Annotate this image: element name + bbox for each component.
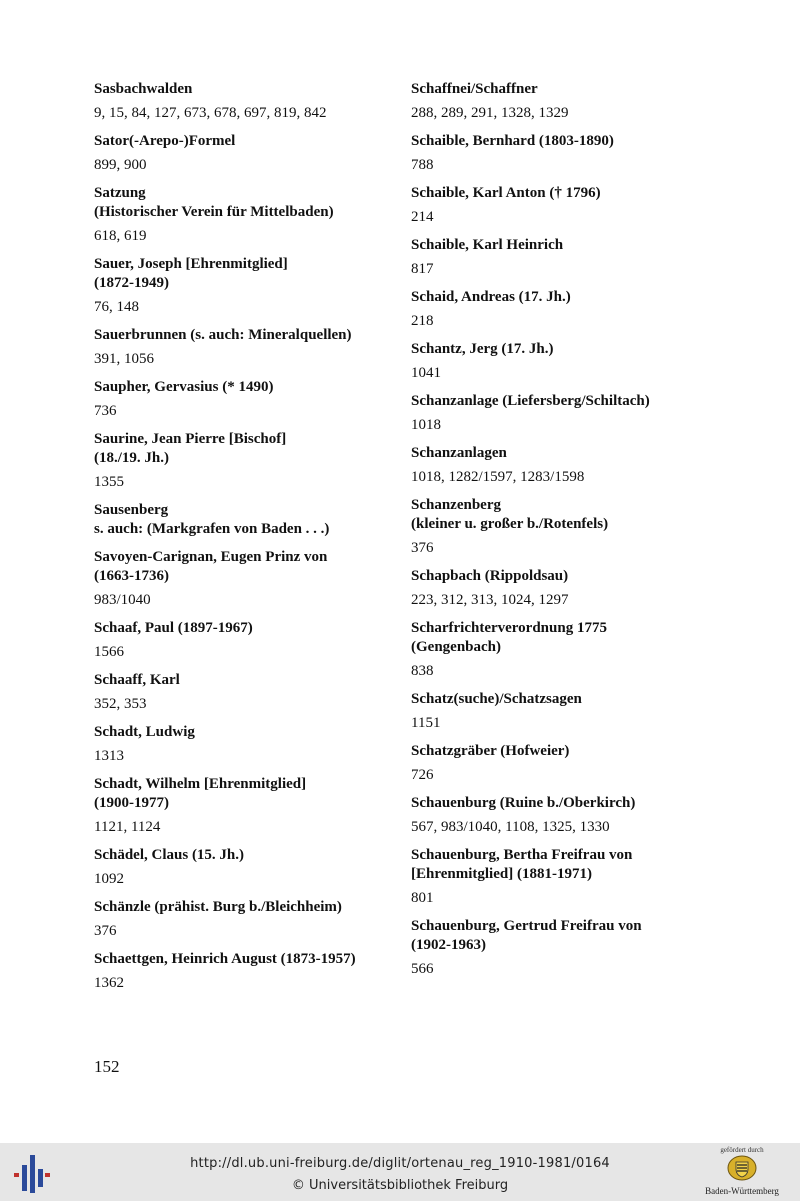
index-entry-heading: Schauenburg, Gertrud Freifrau von (1902-1963) <box>411 918 642 953</box>
index-entry <box>94 378 394 421</box>
index-entry <box>411 288 711 331</box>
index-entry-page-refs: 1355 <box>94 474 124 490</box>
index-entry-heading: Schatzgräber (Hofweier) <box>411 743 570 759</box>
index-entry <box>411 742 711 785</box>
index-entry-heading: Schanzanlage (Liefersberg/Schiltach) <box>411 393 650 409</box>
index-entry-page-refs: 376 <box>411 540 434 556</box>
index-entry-heading: Schanzanlagen <box>411 445 507 461</box>
index-entry <box>411 794 711 837</box>
index-entry-heading: Sauer, Joseph [Ehrenmitglied] (1872-1949) <box>94 256 288 291</box>
sponsor-caption: gefördert durch <box>720 1146 764 1154</box>
index-entry <box>94 619 394 662</box>
index-entry-page-refs: 76, 148 <box>94 299 139 315</box>
index-entry-page-refs: 1092 <box>94 871 124 887</box>
index-entry-page-refs: 801 <box>411 890 434 906</box>
index-entry-page-refs: 983/1040 <box>94 592 151 608</box>
index-entry-heading: Schanzenberg (kleiner u. großer b./Rotenfels) <box>411 497 609 532</box>
index-entry-heading: Schadt, Ludwig <box>94 724 195 740</box>
index-entry-heading: Scharfrichterverordnung 1775 (Gengenbach) <box>411 620 607 655</box>
index-entry-page-refs: 9, 15, 84, 127, 673, 678, 697, 819, 842 <box>94 105 327 121</box>
index-entry-page-refs: 1018, 1282/1597, 1283/1598 <box>411 469 585 485</box>
index-entry-page-refs: 1151 <box>411 715 441 731</box>
index-entry-page-refs: 618, 619 <box>94 228 147 244</box>
index-entry-heading: Saupher, Gervasius (* 1490) <box>94 379 274 395</box>
index-entry-heading: Schatz(suche)/Schatzsagen <box>411 691 582 707</box>
index-entry <box>94 723 394 766</box>
index-entry <box>94 501 394 539</box>
left-column <box>94 80 394 1002</box>
index-entry-heading: Schädel, Claus (15. Jh.) <box>94 847 245 863</box>
footer-bar <box>0 1143 800 1201</box>
index-entry <box>411 132 711 175</box>
index-entry <box>411 80 711 123</box>
index-entry-heading: Schaible, Karl Anton († 1796) <box>411 185 601 201</box>
index-entry-page-refs: 1018 <box>411 417 441 433</box>
index-entry-page-refs: 1121, 1124 <box>94 819 161 835</box>
right-column <box>411 80 711 988</box>
index-entry <box>411 444 711 487</box>
index-entry <box>94 184 394 246</box>
index-entry-page-refs: 218 <box>411 313 434 329</box>
index-entry <box>94 950 394 993</box>
index-entry <box>94 255 394 317</box>
index-entry-heading: Schauenburg, Bertha Freifrau von [Ehrenmitglied] (1881-1971) <box>411 847 633 882</box>
copyright-notice: © Universitätsbibliothek Freiburg <box>291 1178 509 1193</box>
index-entry-heading: Satzung (Historischer Verein für Mittelbaden) <box>94 185 334 220</box>
index-entry-page-refs: 1041 <box>411 365 441 381</box>
index-entry-heading: Schauenburg (Ruine b./Oberkirch) <box>411 795 636 811</box>
index-entry <box>411 846 711 908</box>
index-entry <box>411 567 711 610</box>
index-entry-page-refs: 736 <box>94 403 117 419</box>
index-entry-heading: Saurine, Jean Pierre [Bischof] (18./19. Jh.) <box>94 431 287 466</box>
page-number: 152 <box>94 1057 120 1076</box>
index-entry-page-refs: 817 <box>411 261 434 277</box>
index-entry <box>94 548 394 610</box>
index-entry-page-refs: 1362 <box>94 975 124 991</box>
index-entry <box>94 898 394 941</box>
document-url[interactable]: http://dl.ub.uni-freiburg.de/diglit/ortenau_reg_1910-1981/0164 <box>190 1156 610 1171</box>
index-entry-page-refs: 726 <box>411 767 434 783</box>
index-entry-heading: Schaible, Karl Heinrich <box>411 237 564 253</box>
sponsor-name: Baden-Württemberg <box>705 1186 779 1196</box>
index-entry <box>411 690 711 733</box>
index-entry-heading: Sator(-Arepo-)Formel <box>94 133 236 149</box>
index-entry-heading: Schaid, Andreas (17. Jh.) <box>411 289 571 305</box>
index-entry <box>411 236 711 279</box>
index-entry-heading: Savoyen-Carignan, Eugen Prinz von (1663-1736) <box>94 549 328 584</box>
index-entry-page-refs: 1313 <box>94 748 124 764</box>
index-entry-page-refs: 352, 353 <box>94 696 147 712</box>
index-entry <box>94 846 394 889</box>
index-entry-heading: Sasbachwalden <box>94 81 193 97</box>
index-entry-page-refs: 838 <box>411 663 434 679</box>
index-entry-page-refs: 1566 <box>94 644 124 660</box>
index-entry-page-refs: 391, 1056 <box>94 351 154 367</box>
index-entry <box>411 184 711 227</box>
index-entry-heading: Schänzle (prähist. Burg b./Bleichheim) <box>94 899 342 915</box>
index-entry <box>94 775 394 837</box>
index-entry-page-refs: 899, 900 <box>94 157 147 173</box>
index-entry-heading: Schaffnei/Schaffner <box>411 81 538 97</box>
index-entry-page-refs: 214 <box>411 209 434 225</box>
index-entry-page-refs: 567, 983/1040, 1108, 1325, 1330 <box>411 819 610 835</box>
index-entry <box>94 671 394 714</box>
index-entry <box>411 917 711 979</box>
index-entry <box>411 340 711 383</box>
index-entry-page-refs: 376 <box>94 923 117 939</box>
index-entry-page-refs: 223, 312, 313, 1024, 1297 <box>411 592 569 608</box>
index-entry <box>411 496 711 558</box>
index-entry-heading: Schaettgen, Heinrich August (1873-1957) <box>94 951 356 967</box>
index-entry <box>94 132 394 175</box>
index-entry-heading: Sauerbrunnen (s. auch: Mineralquellen) <box>94 327 352 343</box>
index-entry <box>94 430 394 492</box>
index-entry <box>94 80 394 123</box>
sponsor-badge <box>690 1146 794 1200</box>
index-entry <box>411 619 711 681</box>
index-entry <box>94 326 394 369</box>
index-entry-page-refs: 566 <box>411 961 434 977</box>
index-entry-heading: Schadt, Wilhelm [Ehrenmitglied] (1900-1977) <box>94 776 307 811</box>
index-entry-page-refs: 288, 289, 291, 1328, 1329 <box>411 105 569 121</box>
index-entry-heading: Schaaf, Paul (1897-1967) <box>94 620 253 636</box>
index-entry-heading: Schaible, Bernhard (1803-1890) <box>411 133 614 149</box>
baden-wuerttemberg-crest-icon <box>727 1155 757 1181</box>
index-entry-heading: Schaaff, Karl <box>94 672 180 688</box>
index-entry-page-refs: 788 <box>411 157 434 173</box>
index-entry <box>411 392 711 435</box>
index-entry-heading: Schapbach (Rippoldsau) <box>411 568 569 584</box>
index-entry-heading: Sausenberg s. auch: (Markgrafen von Baden . . .) <box>94 502 330 537</box>
index-entry-heading: Schantz, Jerg (17. Jh.) <box>411 341 554 357</box>
